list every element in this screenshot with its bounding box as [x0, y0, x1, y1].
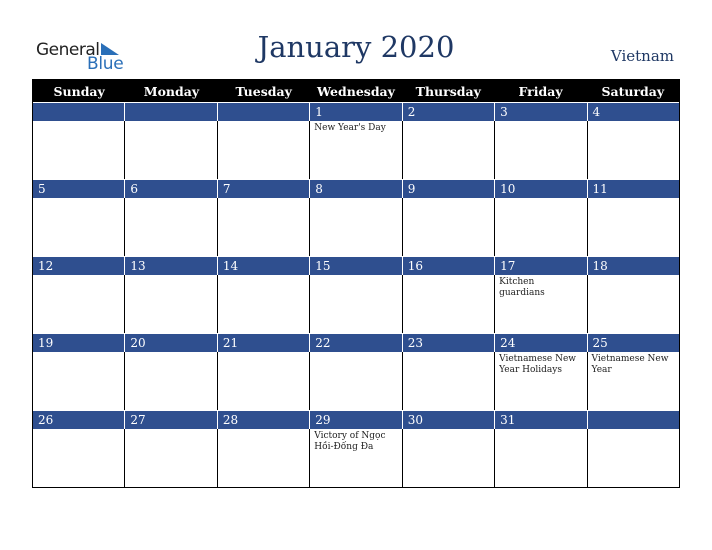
day-number: 23 — [402, 334, 494, 352]
day-cell — [124, 352, 216, 410]
week-row — [33, 333, 679, 410]
day-cell — [217, 429, 309, 487]
day-number: 17 — [494, 257, 586, 275]
week-row — [33, 179, 679, 256]
day-number: 24 — [494, 334, 586, 352]
day-cell — [402, 352, 494, 410]
day-number: 14 — [217, 257, 309, 275]
day-cell — [309, 275, 401, 333]
week-day-cells — [33, 429, 679, 487]
day-number — [124, 103, 216, 121]
day-cell — [587, 275, 679, 333]
day-number: 27 — [124, 411, 216, 429]
day-cell — [124, 429, 216, 487]
day-number: 30 — [402, 411, 494, 429]
day-cell — [124, 275, 216, 333]
week-day-numbers — [33, 102, 679, 121]
day-cell — [587, 198, 679, 256]
calendar-grid — [32, 79, 680, 488]
week-day-cells — [33, 121, 679, 179]
day-number: 25 — [587, 334, 679, 352]
day-cell — [494, 121, 586, 179]
weekday-wednesday: Wednesday — [317, 83, 395, 99]
day-number: 21 — [217, 334, 309, 352]
day-number: 28 — [217, 411, 309, 429]
day-number: 1 — [309, 103, 401, 121]
weekday-thursday: Thursday — [415, 83, 481, 99]
holiday-label: Kitchen guardians — [494, 275, 586, 333]
week-row — [33, 256, 679, 333]
week-day-numbers — [33, 410, 679, 429]
day-cell — [494, 429, 586, 487]
holiday-label: Vietnamese New Year — [587, 352, 679, 410]
week-day-numbers — [33, 256, 679, 275]
day-cell — [402, 121, 494, 179]
weekday-header-row — [33, 80, 679, 102]
day-number: 15 — [309, 257, 401, 275]
day-number: 3 — [494, 103, 586, 121]
holiday-label: Vietnamese New Year Holidays — [494, 352, 586, 410]
day-number: 18 — [587, 257, 679, 275]
day-cell — [402, 275, 494, 333]
day-cell — [402, 429, 494, 487]
day-number: 16 — [402, 257, 494, 275]
day-cell — [402, 198, 494, 256]
day-number: 5 — [38, 182, 46, 196]
day-number: 12 — [38, 259, 54, 273]
day-number: 29 — [309, 411, 401, 429]
logo-general-text: General — [36, 40, 100, 60]
day-cell — [587, 121, 679, 179]
day-number: 19 — [38, 336, 54, 350]
day-number: 20 — [124, 334, 216, 352]
week-day-numbers — [33, 333, 679, 352]
day-number: 6 — [124, 180, 216, 198]
holiday-label: Victory of Ngọc Hồi-Đống Đa — [309, 429, 401, 487]
day-number — [217, 103, 309, 121]
day-cell — [494, 198, 586, 256]
week-row — [33, 102, 679, 179]
weekday-sunday: Sunday — [53, 83, 105, 99]
week-day-numbers — [33, 179, 679, 198]
day-number: 22 — [309, 334, 401, 352]
day-cell — [33, 429, 124, 487]
day-cell — [33, 275, 124, 333]
page-title: January 2020 — [257, 30, 455, 64]
week-day-cells — [33, 275, 679, 333]
day-number — [587, 411, 679, 429]
day-cell — [33, 121, 124, 179]
day-cell — [309, 198, 401, 256]
day-cell — [217, 121, 309, 179]
day-number: 2 — [402, 103, 494, 121]
weekday-tuesday: Tuesday — [235, 83, 292, 99]
day-number: 8 — [309, 180, 401, 198]
day-number: 4 — [587, 103, 679, 121]
logo-blue-text: Blue — [87, 54, 124, 74]
day-number: 11 — [587, 180, 679, 198]
week-day-cells — [33, 352, 679, 410]
week-row — [33, 410, 679, 487]
day-number: 13 — [124, 257, 216, 275]
day-cell — [33, 352, 124, 410]
day-cell — [124, 121, 216, 179]
holiday-label: New Year's Day — [309, 121, 401, 179]
day-cell — [587, 429, 679, 487]
weekday-friday: Friday — [518, 83, 563, 99]
day-cell — [124, 198, 216, 256]
day-number: 10 — [494, 180, 586, 198]
day-number: 31 — [494, 411, 586, 429]
day-cell — [33, 198, 124, 256]
week-day-cells — [33, 198, 679, 256]
day-cell — [309, 352, 401, 410]
day-number: 7 — [217, 180, 309, 198]
day-cell — [217, 352, 309, 410]
day-number: 9 — [402, 180, 494, 198]
day-cell — [217, 198, 309, 256]
country-label: Vietnam — [610, 47, 674, 65]
day-number — [33, 103, 124, 121]
day-cell — [217, 275, 309, 333]
day-number: 26 — [38, 413, 54, 427]
weekday-saturday: Saturday — [601, 83, 665, 99]
weekday-monday: Monday — [143, 83, 200, 99]
